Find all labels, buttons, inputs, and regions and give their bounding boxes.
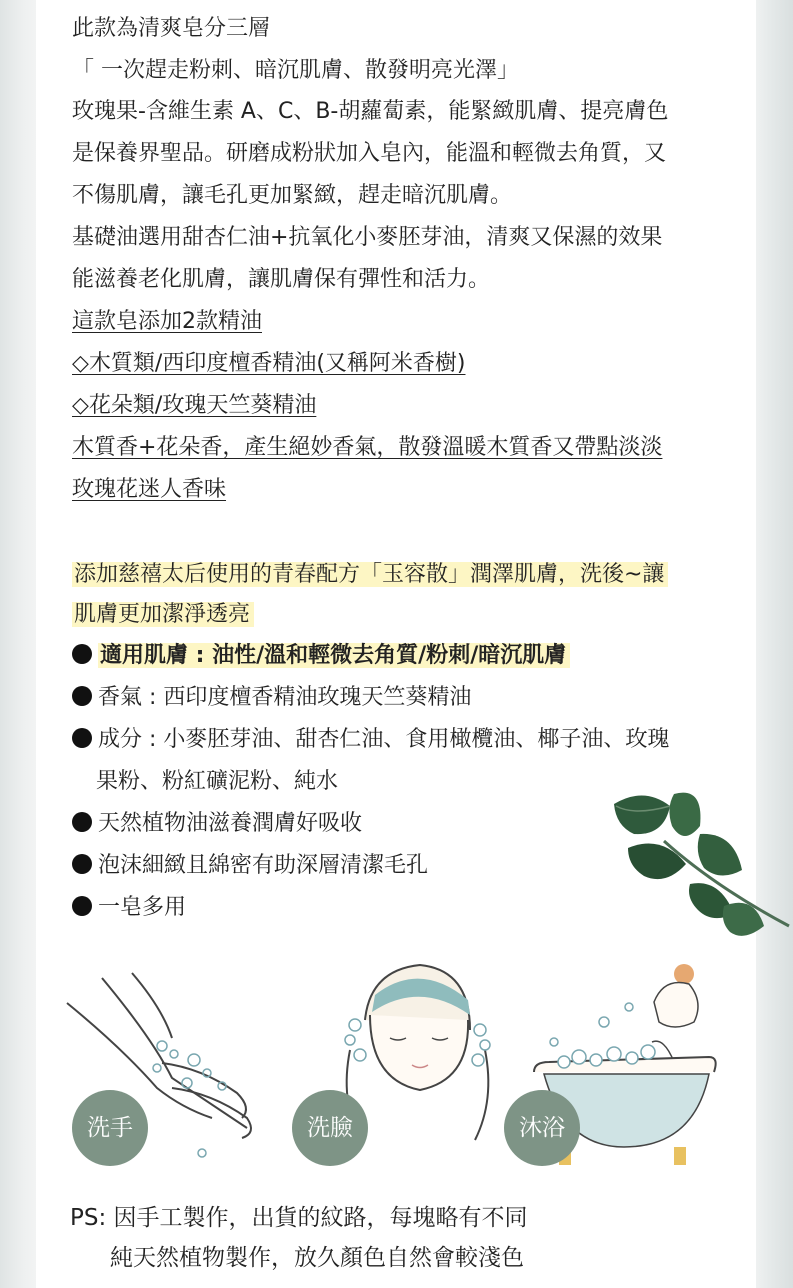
feature-scent — [72, 683, 471, 713]
intro-line-5: 不傷肌膚，讓毛孔更加緊緻，趕走暗沉肌膚。 — [72, 183, 513, 208]
intro-line-7: 能滋養老化肌膚，讓肌膚保有彈性和活力。 — [72, 267, 491, 292]
usage-badge-face: 洗臉 — [292, 1090, 368, 1166]
leaves-decoration — [604, 786, 793, 956]
ps-note-line-1: PS: 因手工製作，出貨的紋路，每塊略有不同 — [70, 1205, 528, 1231]
feature-foam — [72, 851, 428, 881]
feature-multi-text: 一皂多用 — [98, 895, 187, 920]
highlight-text-2: 肌膚更加潔淨透亮 — [72, 602, 254, 627]
scent-description-1: 木質香+花朵香，產生絕妙香氣，散發溫暖木質香又帶點淡淡 — [72, 435, 663, 460]
highlight-line-2 — [72, 600, 254, 630]
feature-ingredients-text: 成分 : 小麥胚芽油、甜杏仁油、食用橄欖油、椰子油、玫瑰 — [98, 727, 670, 752]
feature-nourish-text: 天然植物油滋養潤膚好吸收 — [98, 811, 363, 836]
intro-line-1: 此款為清爽皂分三層 — [72, 16, 271, 41]
intro-line-3: 玫瑰果-含維生素 A、C、B-胡蘿蔔素，能緊緻肌膚、提亮膚色 — [72, 99, 669, 124]
essential-oil-flower: ◇花朵類/玫瑰天竺葵精油 — [72, 393, 317, 418]
feature-ingredients-cont: 果粉、粉紅礦泥粉、純水 — [96, 769, 339, 794]
intro-line-6: 基礎油選用甜杏仁油+抗氧化小麥胚芽油，清爽又保濕的效果 — [72, 225, 663, 250]
ps-note-line-2: 純天然植物製作，放久顏色自然會較淺色 — [110, 1245, 524, 1271]
feature-nourish — [72, 809, 362, 839]
essential-oil-wood: ◇木質類/西印度檀香精油(又稱阿米香樹) — [72, 351, 466, 376]
feature-multi-use — [72, 893, 186, 923]
essential-oils-heading: 這款皂添加2款精油 — [72, 309, 262, 334]
feature-scent-text: 香氣 : 西印度檀香精油玫瑰天竺葵精油 — [98, 685, 472, 710]
usage-badge-bath: 沐浴 — [504, 1090, 580, 1166]
intro-line-4: 是保養界聖品。研磨成粉狀加入皂內，能溫和輕微去角質，又 — [72, 141, 667, 166]
scent-description-2: 玫瑰花迷人香味 — [72, 477, 227, 502]
feature-foam-text: 泡沫細緻且綿密有助深層清潔毛孔 — [98, 853, 429, 878]
bullet-icon — [72, 728, 92, 748]
bullet-icon — [72, 896, 92, 916]
highlight-line-1 — [72, 560, 668, 590]
bullet-icon — [72, 644, 92, 664]
bullet-icon — [72, 686, 92, 706]
intro-line-2: 「 一次趕走粉刺、暗沉肌膚、散發明亮光澤」 — [72, 58, 519, 83]
feature-skin-type — [72, 641, 570, 671]
highlight-text-1: 添加慈禧太后使用的青春配方「玉容散」潤澤肌膚，洗後~讓 — [72, 562, 668, 587]
feature-skin-text: 適用肌膚 : 油性/溫和輕微去角質/粉刺/暗沉肌膚 — [98, 643, 570, 668]
feature-ingredients — [72, 725, 669, 755]
bullet-icon — [72, 854, 92, 874]
usage-badge-hand: 洗手 — [72, 1090, 148, 1166]
bullet-icon — [72, 812, 92, 832]
